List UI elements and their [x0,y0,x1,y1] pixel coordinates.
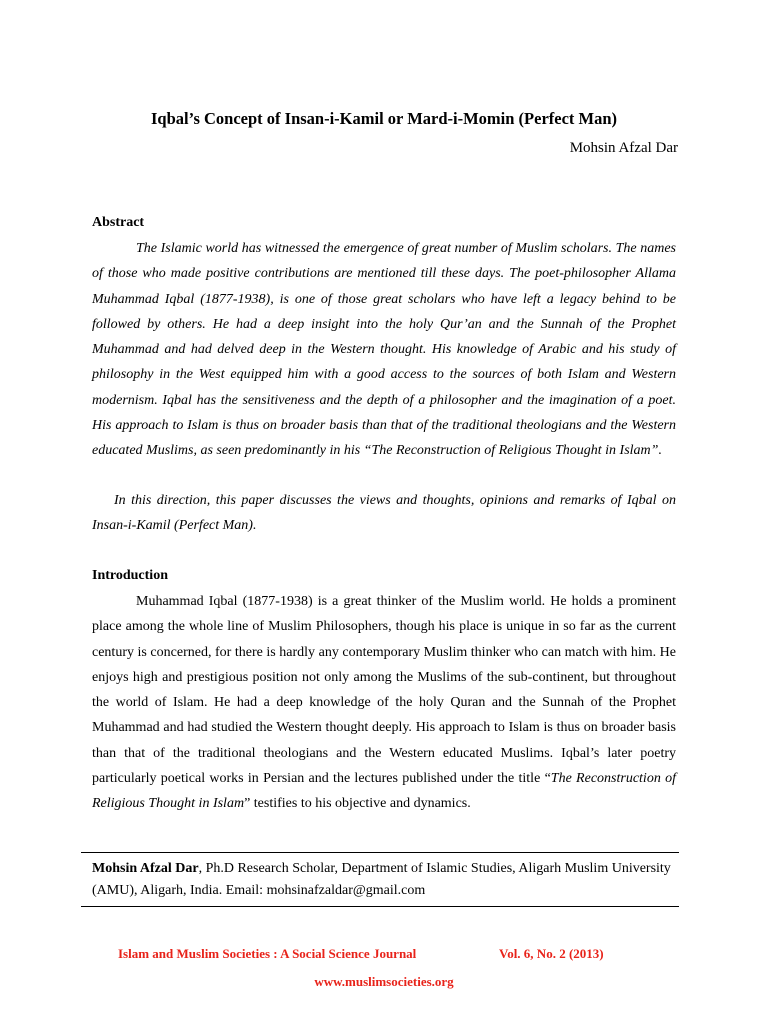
footnote-rule-top [81,852,679,853]
intro-book-title: The Reconstruction of Religious Thought in Islam [92,771,676,812]
introduction-heading: Introduction [92,568,168,583]
footer-website-link[interactable]: www.muslimsocieties.org [314,974,454,989]
affiliation-author-name: Mohsin Afzal Dar [92,861,199,876]
introduction-paragraph-1 [92,589,676,817]
footer-volume: Vol. 6, No. 2 (2013) [499,946,604,961]
author-name: Mohsin Afzal Dar [569,140,678,156]
affiliation-details: , Ph.D Research Scholar, Department of Islamic Studies, Aligarh Muslim University (AMU), Aligarh, India. Email: mohsinafzaldar@gmail.com [92,861,671,898]
abstract-paragraph-1: The Islamic world has witnessed the emergence of great number of Muslim scholars. The names of those who made positive contributions are mentioned till these days. The poet-philosopher Allama Muhammad Iqbal (1877-1938), is one of those great scholars who have left a legacy behind to be followed by others. He had a deep insight into the holy Qur’an and the Sunnah of the Prophet Muhammad and had delved deep in the Western thought. His knowledge of Arabic and his study of philosophy in the West equipped him with a good access to the sources of both Islam and Western modernism. Iqbal has the sensitiveness and the depth of a philosopher and the imagination of a poet. His approach to Islam is thus on broader basis than that of the traditional theologians and the Western educated Muslims, as seen predominantly in his “The Reconstruction of Religious Thought in Islam”. [92,241,676,459]
abstract-paragraph-2: In this direction, this paper discusses the views and thoughts, opinions and remarks of Iqbal on Insan-i-Kamil (Perfect Man). [92,493,676,534]
footnote-rule-bottom [81,906,679,907]
paper-title: Iqbal’s Concept of Insan-i-Kamil or Mard-i-Momin (Perfect Man) [150,109,618,128]
author-affiliation [92,858,676,902]
footer-journal-name: Islam and Muslim Societies : A Social Science Journal [118,946,417,961]
intro-text-end: ” testifies to his objective and dynamics. [244,796,471,812]
abstract-heading: Abstract [92,215,145,230]
intro-text-main: Muhammad Iqbal (1877-1938) is a great thinker of the Muslim world. He holds a prominent place among the whole line of Muslim Philosophers, though his place is unique in so far as the current century is concerned, for there is hardly any contemporary Muslim thinker who can match with him. He enjoys high and prestigious position not only among the Muslims of the sub-continent, but throughout the world of Islam. He had a deep knowledge of the holy Quran and the Sunnah of the Prophet Muhammad and had studied the Western thought deeply. His approach to Islam is thus on broader basis than that of the traditional theologians and the Western educated Muslims. Iqbal’s later poetry particularly poetical works in Persian and the lectures published under the title “ [92,594,676,787]
